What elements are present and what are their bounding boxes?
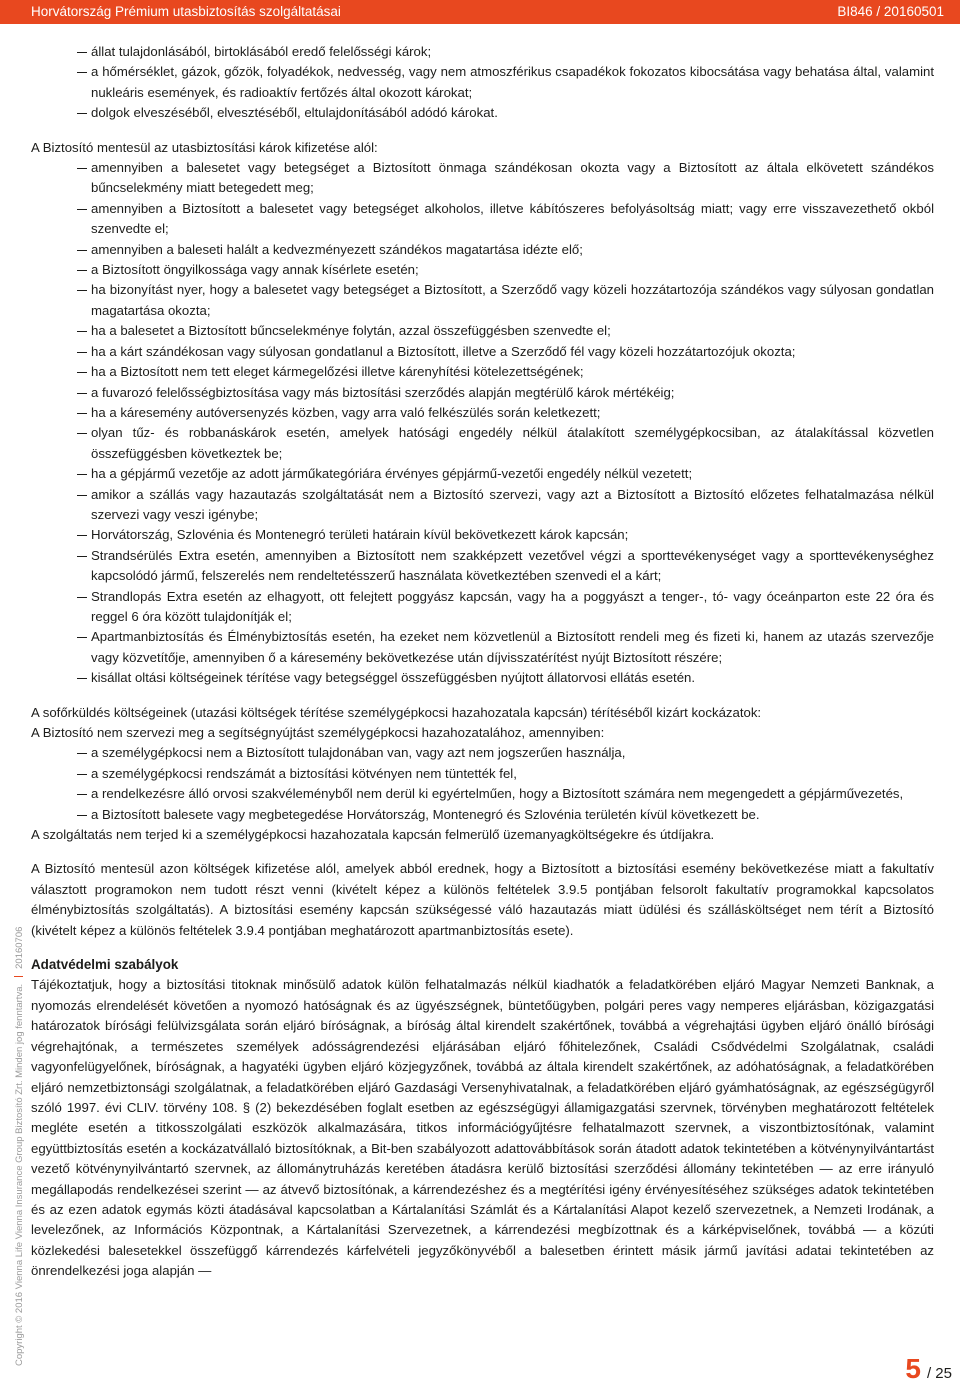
list-item: Strandlopás Extra esetén az elhagyott, ott felejtett poggyász kapcsán, vagy ha a poggyászt a tenger-, tó- vagy óceánparton este 22 óra és reggel 6 óra között tulajdonítják el; xyxy=(31,587,934,628)
page-number xyxy=(905,1353,952,1385)
document-code: BI846 / 20160501 xyxy=(837,4,944,19)
list-item: amikor a szállás vagy hazautazás szolgáltatását nem a Biztosító szervezi, vagy azt a Biztosított a Biztosító előzetes felhatalmazása nélkül szervezi vagy veszi igénybe; xyxy=(31,485,934,526)
list-item: amennyiben a baleseti halált a kedvezményezett szándékos magatartása idézte elő; xyxy=(31,240,934,260)
list-item: ha bizonyítást nyer, hogy a balesetet vagy betegséget a Biztosított, a Szerződő vagy közeli hozzátartozója szándékos vagy súlyosan gondatlan magatartása okozta; xyxy=(31,280,934,321)
list-item: a személygépkocsi nem a Biztosított tulajdonában van, vagy azt nem jogszerűen használja, xyxy=(31,743,934,763)
exemption-lead: A Biztosító mentesül az utasbiztosítási károk kifizetése alól: xyxy=(31,139,378,155)
driver-intro-line: A Biztosító nem szervezi meg a segítségnyújtást személygépkocsi hazahozatalához, amennyiben: xyxy=(31,725,605,740)
list-item: a Biztosított öngyilkossága vagy annak kísérlete esetén; xyxy=(31,260,934,280)
list-item: a személygépkocsi rendszámát a biztosítási kötvényen nem tüntették fel, xyxy=(31,764,934,784)
list-item: amennyiben a balesetet vagy betegséget a Biztosított önmaga szándékosan okozta vagy a Biztosított az általa elkövetett szándékos bűncselekmény miatt betegedett meg; xyxy=(31,158,934,199)
driver-list xyxy=(31,743,934,825)
current-page: 5 xyxy=(905,1353,921,1384)
list-item: ha a kárt szándékosan vagy súlyosan gondatlanul a Biztosított, illetve a Szerződő fél vagy közeli hozzátartozójuk okozta; xyxy=(31,342,934,362)
exemption-list xyxy=(31,158,934,689)
privacy-paragraph: Tájékoztatjuk, hogy a biztosítási titoknak minősülő adatok külön felhatalmazás nélkül kiadhatók a feladatkörében eljáró Magyar Nemzeti Banknak, a nyomozás elrendelését követően a nyomozó hatóságnak és az ügyészségnek, büntetőügyben, polgári peres vagy nemperes eljárásban, közigazgatási határozatok bírósági felülvizsgálata során eljáró bíróságnak, a bíróság által kirendelt szakértőnek, továbbá a végrehajtási ügyben eljáró önálló bírósági végrehajtónak, a természetes személyek adósságrendezési eljárásában eljáró főhitelezőnek, Családi Csődvédelmi Szolgálatnak, családi vagyonfelügyelőnek, bíróságnak, a hagyatéki ügyben eljáró közjegyzőnek, továbbá az általa kirendelt szakértőnek, az adóhatóságnak, a feladatkörében eljáró nemzetbiztonsági szolgálatnak, a feladatkörében eljáró Gazdasági Versenyhivatalnak, a feladatkörében eljáró gyámhatóságnak, az egészségügyről szóló 1997. évi CLIV. törvény 108. § (2) bekezdésében foglalt esetben az egészségügyi államigazgatási szervnek, törvényben meghatározott feltételek megléte esetén a titkosszolgálati eszközök alkalmazására, titkos információgyűjtésre felhatalmazott szervnek, a viszontbiztosítónak, valamint együttbiztosítás esetén a kockázatvállaló biztosítóknak, a Bit-ben szabályozott adattovábbítások során átadott adatok tekintetében a kötvénynyilvántartást vezető kötvénynyilvántartó szervnek, az állománytruházás keretében átadásra kerülő biztosítási szerződési állomány tekintetében — az erre irányuló megállapodás rendelkezései szerint — az átvevő biztosítónak, a kárrendezéshez és a megtérítési igény érvényesítéséhez szükséges adatok tekintetében és az ezen adatok egymás közti átadásával kapcsolatban a Kártalanítási Számlát és a Kártalanítási Alapot kezelő szervezetnek, a Nemzeti Irodának, a levelezőnek, az Információs Központnak, a Kártalanítási Szervezetnek, a kárrendezési megbízottnak és a kárképviselőnek, továbbá — a közúti közlekedési balesetekkel összefüggő kárrendezés kárfelvételi jegyzőkönyvéből a balesetben érintett másik jármű javítási adatai tekintetében az önrendelkezési joga alapján — xyxy=(31,977,934,1279)
list-item: Strandsérülés Extra esetén, amennyiben a Biztosított nem szakképzett vezetővel végzi a sporttevékenységet vagy a sporttevékenységhez kapcsolódó jármű, felszerelés nem rendeltetésszerű használata következtében szenvedi el a kárt; xyxy=(31,546,934,587)
list-item: állat tulajdonlásából, birtoklásából eredő felelősségi károk; xyxy=(31,42,934,62)
date-code: 20160706 xyxy=(14,926,25,969)
page-header xyxy=(0,0,960,24)
list-item: ha a káresemény autóversenyzés közben, vagy arra való felkészülés során keletkezett; xyxy=(31,403,934,423)
total-pages: / 25 xyxy=(926,1365,952,1382)
list-item: a fuvarozó felelősségbiztosítása vagy más biztosítási szerződés alapján megtérülő károk mértékéig; xyxy=(31,383,934,403)
list-item: Horvátország, Szlovénia és Montenegró területi határain kívül bekövetkezett károk kapcsán; xyxy=(31,525,934,545)
list-item: dolgok elveszéséből, elvesztéséből, eltulajdonításából adódó károkat. xyxy=(31,103,934,123)
document-title: Horvátország Prémium utasbiztosítás szolgáltatásai xyxy=(31,4,341,19)
list-item: kisállat oltási költségeinek térítése vagy betegséggel összefüggésben nyújtott állatorvosi ellátás esetén. xyxy=(31,668,934,688)
list-item: ha a balesetet a Biztosított bűncselekménye folytán, azzal összefüggésben szenvedte el; xyxy=(31,321,934,341)
list-item: a Biztosított balesete vagy megbetegedése Horvátország, Montenegró és Szlovénia területén kívül következett be. xyxy=(31,805,934,825)
separator xyxy=(14,976,23,977)
list-item: ha a gépjármű vezetője az adott járműkategóriára érvényes gépjármű-vezetői engedély nélkül vezetett; xyxy=(31,464,934,484)
intro-list xyxy=(31,42,934,124)
list-item: a hőmérséklet, gázok, gőzök, folyadékok, nedvesség, vagy nem atmoszférikus csapadékok fokozatos kibocsátása vagy behatása által, valamint nukleáris események, és radioaktív fertőzés által okozott károkat; xyxy=(31,62,934,103)
document-body xyxy=(31,42,934,1282)
side-copyright-note xyxy=(14,927,25,1366)
costs-paragraph: A Biztosító mentesül azon költségek kifizetése alól, amelyek abból erednek, hogy a Biztosított a biztosítási esemény bekövetkezése miatt a fakultatív választott programokon nem tudott részt venni (kivételt képez a különös feltételek 3.9.5 pontjában felsorolt fakultatív programokkal kapcsolatos élménybiztosítás szolgáltatás). A biztosítási esemény kapcsán szükségessé váló hazautazás miatt üdülési és szállásköltséget nem térít a Biztosító (kivételt képez a különös feltételek 3.9.4 pontjában meghatározott apartmanbiztosítás esete). xyxy=(31,861,934,938)
list-item: olyan tűz- és robbanáskárok esetén, amelyek hatósági engedély nélkül átalakított személygépkocsiban, az átalakítással közvetlen összefüggésben következtek be; xyxy=(31,423,934,464)
list-item: Apartmanbiztosítás és Élménybiztosítás esetén, ha ezeket nem közvetlenül a Biztosított rendeli meg és fizeti ki, hanem az utazás szervezője vagy közvetítője, amennyiben ő a káresemény bekövetkezése után díjvisszatérítést nyújt Biztosított részére; xyxy=(31,627,934,668)
copyright-text: Copyright © 2016 Vienna Life Vienna Insurance Group Biztosító Zrt. Minden jog fenntartva. xyxy=(14,983,25,1366)
list-item: amennyiben a Biztosított a balesetet vagy betegséget alkoholos, illetve kábítószeres befolyásoltság miatt; vagy erre visszavezethető okból szenvedte el; xyxy=(31,199,934,240)
list-item: ha a Biztosított nem tett eleget kármegelőzési illetve kárenyhítési kötelezettségének; xyxy=(31,362,934,382)
list-item: a rendelkezésre álló orvosi szakvéleményből nem derül ki egyértelműen, hogy a Biztosított számára nem megengedett a gépjárművezetés, xyxy=(31,784,934,804)
section-heading: Adatvédelmi szabályok xyxy=(31,957,179,973)
driver-heading-line: A sofőrküldés költségeinek (utazási költségek térítése személygépkocsi hazahozatala kapcsán) térítéséből kizárt kockázatok: xyxy=(31,704,762,720)
driver-closing: A szolgáltatás nem terjed ki a személygépkocsi hazahozatala kapcsán felmerülő üzemanyagköltségekre és útdíjakra. xyxy=(31,827,715,843)
